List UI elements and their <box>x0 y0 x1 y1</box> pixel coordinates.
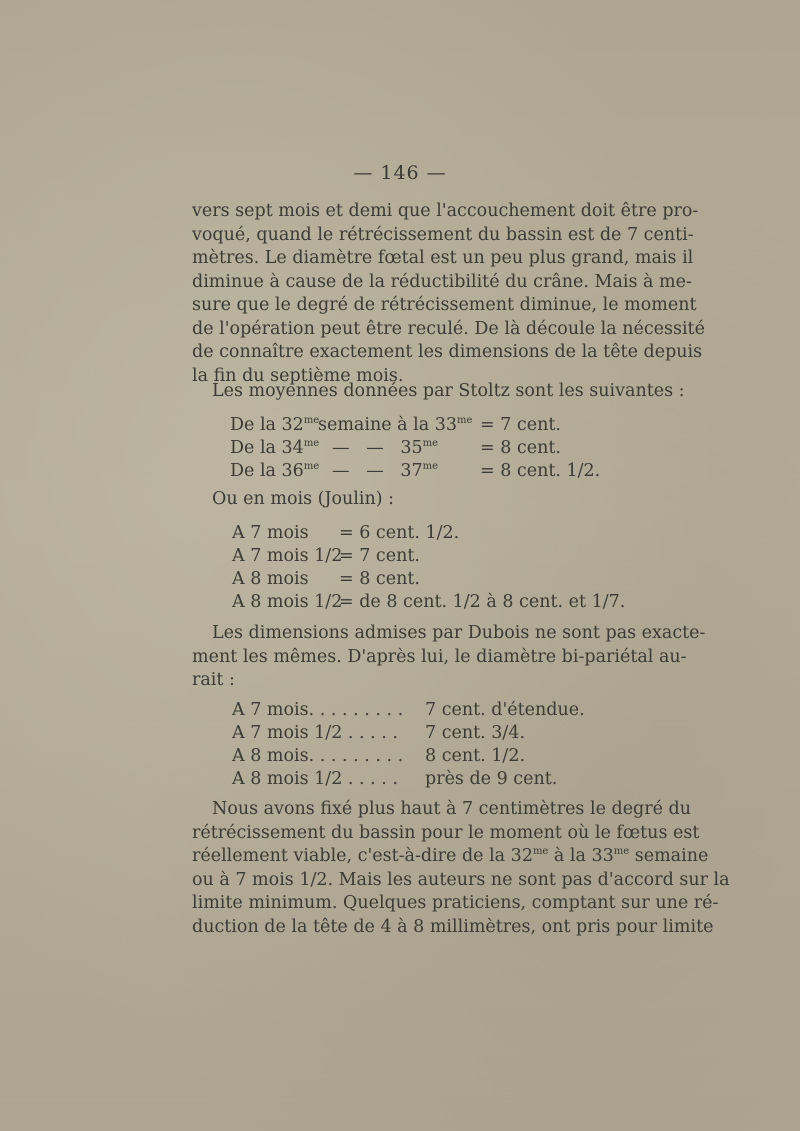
text-line: voqué, quand le rétrécissement du bassin est de 7 centi- <box>192 224 694 245</box>
stoltz-row <box>230 461 610 485</box>
joulin-value: = de 8 cent. 1/2 à 8 cent. et 1/7. <box>339 592 626 612</box>
text-line: rétrécissement du bassin pour le moment où le fœtus est <box>192 822 700 843</box>
stoltz-from: De la $34^{me}$ <box>230 438 320 458</box>
text-line: duction de la tête de 4 à 8 millimètres, ont pris pour limite <box>192 916 714 937</box>
joulin-value: = 7 cent. <box>339 546 420 566</box>
stoltz-row <box>230 415 610 439</box>
dubois-label: A 7 mois 1/2 . . . . . <box>232 723 398 743</box>
text-line: Les dimensions admises par Dubois ne sont pas exacte- <box>212 623 706 643</box>
stoltz-value: = 7 cent. <box>480 415 561 435</box>
stoltz-to: — — $37^{me}$ <box>332 461 439 481</box>
stoltz-to: — — $35^{me}$ <box>332 438 439 458</box>
text-line: Nous avons fixé plus haut à 7 centimètres le degré du <box>212 799 692 819</box>
dubois-value: 7 cent. d'étendue. <box>425 700 585 720</box>
dubois-label: A 8 mois. . . . . . . . . <box>232 746 404 766</box>
paragraph-2 <box>192 622 706 693</box>
text-line: ou à 7 mois 1/2. Mais les auteurs ne sont pas d'accord sur la <box>192 869 730 890</box>
joulin-value: = 8 cent. <box>339 569 420 589</box>
text-line: réellement viable, c'est-à-dire de la $32^{me}$ à la $33^{me}$ semaine <box>192 846 709 866</box>
joulin-row <box>232 592 626 616</box>
text-line: de l'opération peut être reculé. De là découle la nécessité <box>192 318 705 339</box>
stoltz-from: De la $32^{me}$ <box>230 415 320 435</box>
dubois-value: 8 cent. 1/2. <box>425 746 526 766</box>
joulin-intro: Ou en mois (Joulin) : <box>212 489 395 509</box>
joulin-label: A 8 mois <box>232 569 309 589</box>
stoltz-intro: Les moyennes données par Stoltz sont les suivantes : <box>212 381 685 401</box>
paragraph-3 <box>192 798 730 939</box>
stoltz-value: = 8 cent. <box>480 438 561 458</box>
text-line: sure que le degré de rétrécissement diminue, le moment <box>192 295 697 315</box>
dubois-row <box>232 723 612 747</box>
dubois-label: A 7 mois. . . . . . . . . <box>232 700 404 720</box>
dubois-label: A 8 mois 1/2 . . . . . <box>232 769 398 789</box>
text-line: de connaître exactement les dimensions de la tête depuis <box>192 342 703 362</box>
stoltz-from: De la $36^{me}$ <box>230 461 320 481</box>
text-line: mètres. Le diamètre fœtal est un peu plus grand, mais il <box>192 248 694 268</box>
text-line: limite minimum. Quelques praticiens, comptant sur une ré- <box>192 893 719 913</box>
dubois-value: près de 9 cent. <box>425 769 558 789</box>
joulin-value: = 6 cent. 1/2. <box>339 523 460 543</box>
text-line: la fin du septième mois. <box>192 365 404 386</box>
joulin-label: A 7 mois <box>232 523 309 543</box>
stoltz-value: = 8 cent. 1/2. <box>480 461 601 481</box>
dubois-row <box>232 700 612 724</box>
dubois-row <box>232 769 612 793</box>
stoltz-to: semaine à la $33^{me}$ <box>318 415 473 435</box>
page-number: — 146 — <box>353 162 447 184</box>
text-line: rait : <box>192 670 235 690</box>
joulin-row <box>232 569 612 593</box>
joulin-label: A 7 mois 1/2 <box>232 546 343 566</box>
joulin-row <box>232 523 612 547</box>
text-line: diminue à cause de la réductibilité du crâne. Mais à me- <box>192 271 692 292</box>
dubois-row <box>232 746 612 770</box>
text-line: ment les mêmes. D'après lui, le diamètre bi-pariétal au- <box>192 646 687 667</box>
joulin-label: A 8 mois 1/2 <box>232 592 343 612</box>
paragraph-1 <box>192 200 705 388</box>
text-line: vers sept mois et demi que l'accouchement doit être pro- <box>192 201 699 221</box>
dubois-value: 7 cent. 3/4. <box>425 723 526 743</box>
stoltz-row <box>230 438 610 462</box>
joulin-row <box>232 546 612 570</box>
